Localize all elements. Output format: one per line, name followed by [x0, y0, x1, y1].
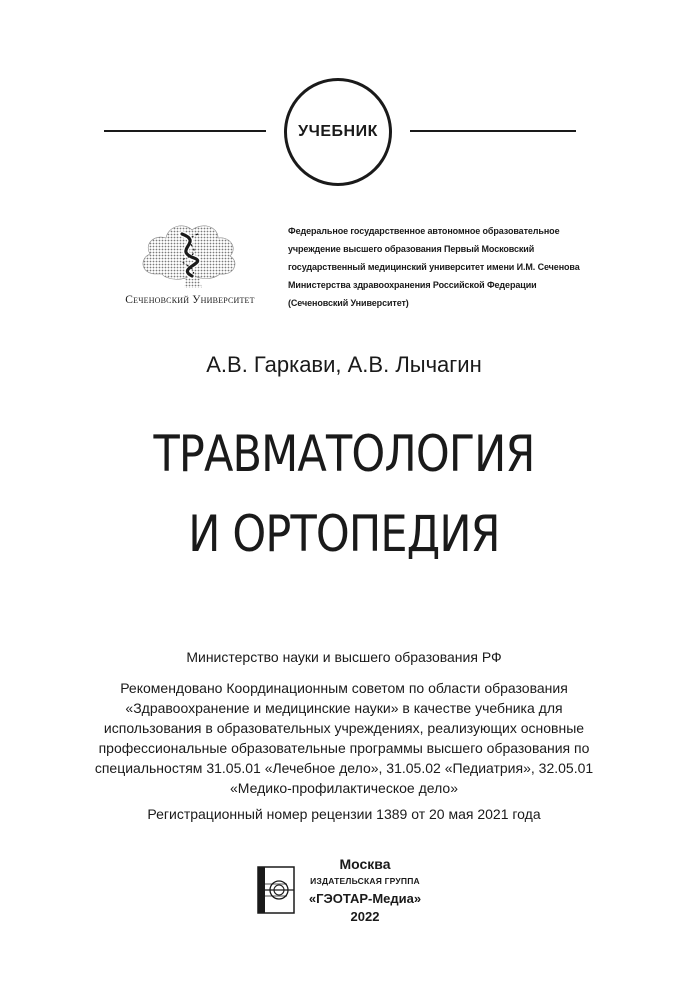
book-title-line-1: ТРАВМАТОЛОГИЯ — [153, 425, 535, 483]
ministry-line: Министерство науки и высшего образования РФ — [186, 649, 502, 665]
university-info-line: учреждение высшего образования Первый Московский — [288, 244, 535, 254]
badge-left-rule — [104, 130, 266, 132]
tree-dna-icon — [110, 212, 270, 296]
recommendation-line: специальностям 31.05.01 «Лечебное дело», 31.05.02 «Педиатрия», 32.05.01 — [94, 760, 594, 776]
university-info-line: Федеральное государственное автономное образовательное — [288, 226, 560, 236]
university-info-line: Министерства здравоохранения Российской Федерации — [288, 280, 537, 290]
textbook-badge — [284, 78, 392, 186]
badge-label: УЧЕБНИК — [298, 123, 378, 140]
publisher-group: ИЗДАТЕЛЬСКАЯ ГРУППА — [310, 876, 420, 886]
logo-caption: Сеченовский Университет — [125, 294, 255, 306]
recommendation-line: «Здравоохранение и медицинские науки» в качестве учебника для — [125, 700, 563, 716]
publisher-block — [300, 856, 430, 926]
university-info-line: (Сеченовский Университет) — [288, 298, 409, 308]
publisher-logo-icon — [257, 866, 295, 914]
publisher-name: «ГЭОТАР-Медиа» — [308, 891, 422, 906]
registration-line: Регистрационный номер рецензии 1389 от 20 мая 2021 года — [147, 806, 541, 822]
university-info — [288, 222, 578, 312]
badge-right-rule — [410, 130, 576, 132]
recommendation-line: «Медико-профилактическое дело» — [230, 780, 458, 796]
recommendation-line: профессиональные образовательные программы высшего образования по — [98, 740, 590, 756]
recommendation-line: использования в образовательных учреждениях, реализующих основные — [103, 720, 585, 736]
university-info-line: государственный медицинский университет имени И.М. Сеченова — [288, 262, 580, 272]
publisher-logo — [257, 866, 295, 914]
recommendation-text — [44, 678, 644, 798]
publisher-city: Москва — [339, 856, 391, 872]
recommendation-line: Рекомендовано Координационным советом по области образования — [120, 680, 568, 696]
publication-year: 2022 — [350, 909, 380, 924]
book-title-line-2: И ОРТОПЕДИЯ — [188, 505, 500, 563]
authors: А.В. Гаркави, А.В. Лычагин — [206, 352, 482, 377]
university-logo — [110, 212, 270, 310]
